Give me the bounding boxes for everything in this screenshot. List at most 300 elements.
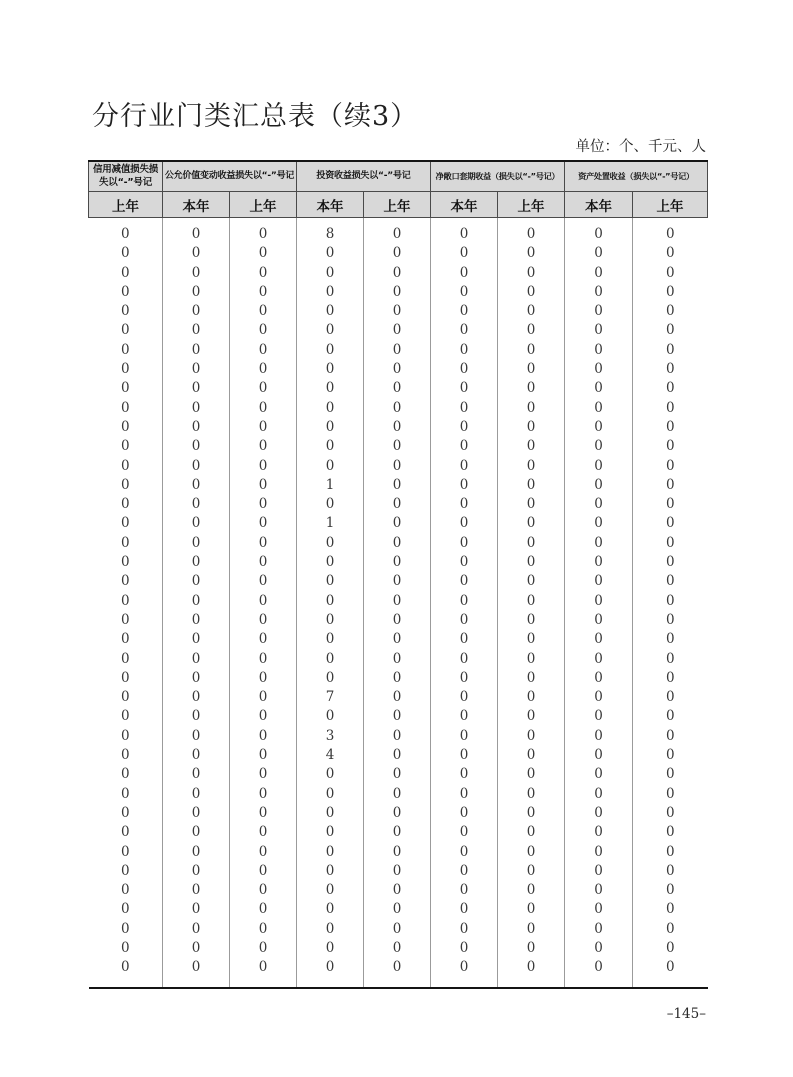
value-cell: 0	[89, 843, 163, 862]
value-cell: 0	[565, 958, 633, 987]
value-cell: 0	[565, 302, 633, 321]
value-cell: 0	[89, 862, 163, 881]
value-cell: 0	[364, 379, 431, 398]
value-cell: 0	[565, 707, 633, 726]
value-cell: 0	[297, 630, 364, 649]
value-cell: 0	[230, 457, 297, 476]
value-cell: 0	[297, 707, 364, 726]
value-cell: 0	[565, 218, 633, 245]
value-cell: 0	[565, 553, 633, 572]
value-cell: 0	[431, 514, 498, 533]
value-cell: 0	[498, 321, 565, 340]
value-cell: 0	[297, 418, 364, 437]
value-cell: 0	[230, 360, 297, 379]
value-cell: 0	[297, 244, 364, 263]
table-row	[89, 244, 708, 263]
value-cell: 0	[498, 341, 565, 360]
value-cell: 0	[633, 804, 708, 823]
value-cell: 0	[163, 900, 230, 919]
value-cell: 0	[230, 765, 297, 784]
table-row	[89, 495, 708, 514]
value-cell: 0	[297, 823, 364, 842]
value-cell: 0	[633, 418, 708, 437]
value-cell: 0	[431, 823, 498, 842]
value-cell: 0	[230, 264, 297, 283]
value-cell: 0	[633, 264, 708, 283]
value-cell: 0	[89, 457, 163, 476]
value-cell: 0	[297, 862, 364, 881]
value-cell: 0	[498, 688, 565, 707]
value-cell: 0	[364, 476, 431, 495]
value-cell: 0	[364, 707, 431, 726]
value-cell: 0	[633, 341, 708, 360]
value-cell: 0	[431, 495, 498, 514]
table-row	[89, 765, 708, 784]
value-cell: 0	[230, 379, 297, 398]
value-cell: 0	[230, 688, 297, 707]
value-cell: 0	[89, 920, 163, 939]
value-cell: 0	[364, 495, 431, 514]
table-row	[89, 437, 708, 456]
sub-header-cell: 本年	[565, 192, 633, 218]
value-cell: 0	[89, 823, 163, 842]
value-cell: 0	[565, 881, 633, 900]
value-cell: 0	[431, 727, 498, 746]
value-cell: 0	[498, 650, 565, 669]
value-cell: 0	[163, 630, 230, 649]
value-cell: 0	[163, 572, 230, 591]
value-cell: 0	[431, 592, 498, 611]
value-cell: 0	[297, 669, 364, 688]
value-cell: 0	[431, 900, 498, 919]
value-cell: 0	[633, 218, 708, 245]
value-cell: 0	[498, 707, 565, 726]
value-cell: 0	[565, 514, 633, 533]
value-cell: 0	[431, 360, 498, 379]
value-cell: 0	[431, 437, 498, 456]
value-cell: 0	[498, 244, 565, 263]
value-cell: 0	[633, 360, 708, 379]
value-cell: 0	[633, 920, 708, 939]
group-header-cell: 投资收益损失以“-”号记	[297, 161, 431, 192]
sub-header-cell: 上年	[498, 192, 565, 218]
value-cell: 0	[89, 592, 163, 611]
value-cell: 0	[498, 958, 565, 987]
table-row	[89, 476, 708, 495]
value-cell: 0	[431, 785, 498, 804]
table-row	[89, 650, 708, 669]
value-cell: 0	[565, 264, 633, 283]
sub-header-cell: 本年	[431, 192, 498, 218]
value-cell: 0	[89, 958, 163, 987]
value-cell: 0	[498, 765, 565, 784]
value-cell: 0	[163, 785, 230, 804]
value-cell: 0	[163, 495, 230, 514]
value-cell: 0	[431, 264, 498, 283]
value-cell: 0	[364, 283, 431, 302]
value-cell: 0	[565, 804, 633, 823]
value-cell: 0	[565, 360, 633, 379]
value-cell: 0	[565, 843, 633, 862]
value-cell: 0	[89, 379, 163, 398]
group-header-row	[89, 161, 708, 192]
value-cell: 0	[498, 746, 565, 765]
value-cell: 0	[431, 939, 498, 958]
value-cell: 0	[565, 900, 633, 919]
value-cell: 0	[431, 379, 498, 398]
table-row	[89, 264, 708, 283]
table-row	[89, 341, 708, 360]
table-row	[89, 746, 708, 765]
value-cell: 0	[633, 244, 708, 263]
table-row	[89, 804, 708, 823]
value-cell: 0	[498, 534, 565, 553]
value-cell: 0	[364, 592, 431, 611]
value-cell: 0	[230, 534, 297, 553]
value-cell: 0	[89, 437, 163, 456]
value-cell: 0	[297, 804, 364, 823]
value-cell: 0	[163, 264, 230, 283]
value-cell: 0	[230, 218, 297, 245]
table-row	[89, 785, 708, 804]
value-cell: 0	[163, 418, 230, 437]
value-cell: 0	[297, 881, 364, 900]
table-row	[89, 592, 708, 611]
value-cell: 0	[431, 302, 498, 321]
value-cell: 0	[297, 495, 364, 514]
value-cell: 0	[364, 650, 431, 669]
table-row	[89, 611, 708, 630]
value-cell: 0	[297, 650, 364, 669]
value-cell: 0	[297, 534, 364, 553]
value-cell: 0	[230, 920, 297, 939]
value-cell: 0	[565, 534, 633, 553]
value-cell: 0	[633, 650, 708, 669]
value-cell: 3	[297, 727, 364, 746]
value-cell: 0	[89, 360, 163, 379]
value-cell: 0	[89, 553, 163, 572]
value-cell: 0	[565, 650, 633, 669]
value-cell: 0	[89, 283, 163, 302]
table-row	[89, 418, 708, 437]
value-cell: 0	[163, 437, 230, 456]
table-body	[89, 218, 708, 988]
value-cell: 0	[163, 553, 230, 572]
value-cell: 0	[89, 572, 163, 591]
value-cell: 0	[230, 572, 297, 591]
value-cell: 0	[297, 360, 364, 379]
value-cell: 0	[565, 765, 633, 784]
value-cell: 0	[431, 611, 498, 630]
value-cell: 0	[498, 457, 565, 476]
value-cell: 0	[89, 688, 163, 707]
sub-header-cell: 上年	[364, 192, 431, 218]
value-cell: 0	[633, 688, 708, 707]
value-cell: 0	[633, 399, 708, 418]
value-cell: 0	[498, 881, 565, 900]
value-cell: 0	[230, 611, 297, 630]
value-cell: 0	[364, 785, 431, 804]
sub-header-cell: 上年	[633, 192, 708, 218]
value-cell: 0	[431, 244, 498, 263]
value-cell: 0	[498, 399, 565, 418]
value-cell: 0	[364, 881, 431, 900]
value-cell: 0	[498, 360, 565, 379]
value-cell: 0	[431, 804, 498, 823]
value-cell: 0	[565, 862, 633, 881]
value-cell: 0	[633, 785, 708, 804]
table-row	[89, 514, 708, 533]
value-cell: 0	[89, 418, 163, 437]
value-cell: 0	[230, 399, 297, 418]
value-cell: 0	[89, 476, 163, 495]
value-cell: 0	[364, 534, 431, 553]
value-cell: 0	[297, 264, 364, 283]
table-row	[89, 534, 708, 553]
value-cell: 0	[230, 804, 297, 823]
table-row	[89, 399, 708, 418]
value-cell: 0	[89, 669, 163, 688]
value-cell: 0	[297, 341, 364, 360]
table-row	[89, 283, 708, 302]
value-cell: 0	[230, 727, 297, 746]
value-cell: 0	[89, 746, 163, 765]
value-cell: 0	[364, 611, 431, 630]
value-cell: 0	[230, 843, 297, 862]
value-cell: 0	[297, 321, 364, 340]
value-cell: 0	[163, 534, 230, 553]
value-cell: 0	[163, 379, 230, 398]
table-row	[89, 572, 708, 591]
value-cell: 0	[364, 920, 431, 939]
value-cell: 0	[565, 572, 633, 591]
value-cell: 0	[633, 534, 708, 553]
value-cell: 0	[633, 611, 708, 630]
value-cell: 0	[230, 244, 297, 263]
value-cell: 0	[230, 900, 297, 919]
value-cell: 0	[431, 572, 498, 591]
value-cell: 0	[89, 900, 163, 919]
value-cell: 0	[565, 379, 633, 398]
value-cell: 7	[297, 688, 364, 707]
table-row	[89, 958, 708, 987]
table-row	[89, 707, 708, 726]
value-cell: 0	[89, 321, 163, 340]
value-cell: 0	[431, 321, 498, 340]
table-row	[89, 669, 708, 688]
value-cell: 0	[163, 476, 230, 495]
value-cell: 0	[364, 218, 431, 245]
page-title: 分行业门类汇总表（续3）	[92, 101, 419, 133]
value-cell: 0	[230, 958, 297, 987]
value-cell: 0	[163, 302, 230, 321]
value-cell: 0	[364, 746, 431, 765]
value-cell: 0	[633, 765, 708, 784]
value-cell: 0	[498, 862, 565, 881]
value-cell: 0	[498, 939, 565, 958]
value-cell: 0	[163, 399, 230, 418]
group-header-cell: 净敞口套期收益（损失以“-”号记）	[431, 161, 565, 192]
value-cell: 0	[565, 630, 633, 649]
table-row	[89, 302, 708, 321]
value-cell: 0	[565, 746, 633, 765]
value-cell: 0	[498, 630, 565, 649]
value-cell: 0	[163, 283, 230, 302]
value-cell: 0	[163, 341, 230, 360]
value-cell: 0	[297, 572, 364, 591]
value-cell: 0	[163, 688, 230, 707]
value-cell: 0	[230, 650, 297, 669]
value-cell: 0	[565, 592, 633, 611]
value-cell: 0	[163, 669, 230, 688]
value-cell: 0	[565, 939, 633, 958]
value-cell: 0	[498, 302, 565, 321]
value-cell: 0	[431, 218, 498, 245]
value-cell: 0	[364, 302, 431, 321]
value-cell: 0	[364, 688, 431, 707]
value-cell: 0	[230, 476, 297, 495]
value-cell: 0	[364, 900, 431, 919]
value-cell: 0	[565, 321, 633, 340]
value-cell: 0	[163, 650, 230, 669]
value-cell: 0	[230, 592, 297, 611]
value-cell: 0	[498, 572, 565, 591]
value-cell: 0	[230, 862, 297, 881]
value-cell: 0	[230, 514, 297, 533]
value-cell: 0	[498, 283, 565, 302]
value-cell: 0	[89, 341, 163, 360]
value-cell: 1	[297, 514, 364, 533]
table-row	[89, 379, 708, 398]
sub-header-row	[89, 192, 708, 218]
value-cell: 0	[431, 399, 498, 418]
value-cell: 0	[364, 727, 431, 746]
value-cell: 0	[230, 669, 297, 688]
value-cell: 0	[498, 495, 565, 514]
value-cell: 0	[498, 900, 565, 919]
table-row	[89, 823, 708, 842]
value-cell: 0	[163, 746, 230, 765]
value-cell: 0	[431, 476, 498, 495]
value-cell: 0	[565, 785, 633, 804]
value-cell: 0	[633, 495, 708, 514]
value-cell: 0	[297, 843, 364, 862]
value-cell: 0	[230, 746, 297, 765]
value-cell: 0	[89, 302, 163, 321]
value-cell: 0	[297, 785, 364, 804]
value-cell: 0	[230, 823, 297, 842]
value-cell: 0	[633, 592, 708, 611]
value-cell: 4	[297, 746, 364, 765]
value-cell: 0	[297, 283, 364, 302]
value-cell: 0	[89, 650, 163, 669]
value-cell: 0	[633, 900, 708, 919]
value-cell: 0	[633, 881, 708, 900]
value-cell: 0	[431, 958, 498, 987]
value-cell: 0	[498, 727, 565, 746]
value-cell: 0	[297, 399, 364, 418]
value-cell: 0	[364, 360, 431, 379]
value-cell: 0	[364, 457, 431, 476]
value-cell: 0	[431, 630, 498, 649]
value-cell: 0	[498, 553, 565, 572]
value-cell: 0	[163, 611, 230, 630]
value-cell: 0	[89, 630, 163, 649]
value-cell: 0	[89, 244, 163, 263]
value-cell: 0	[431, 746, 498, 765]
value-cell: 0	[431, 534, 498, 553]
group-header-cell: 公允价值变动收益损失以“-”号记	[163, 161, 297, 192]
value-cell: 0	[297, 920, 364, 939]
value-cell: 0	[297, 765, 364, 784]
value-cell: 0	[498, 437, 565, 456]
sub-header-cell: 上年	[89, 192, 163, 218]
value-cell: 0	[89, 534, 163, 553]
table-header	[89, 161, 708, 218]
value-cell: 0	[163, 592, 230, 611]
value-cell: 0	[633, 630, 708, 649]
value-cell: 0	[364, 264, 431, 283]
value-cell: 0	[431, 707, 498, 726]
value-cell: 0	[498, 379, 565, 398]
table-row	[89, 688, 708, 707]
value-cell: 0	[633, 379, 708, 398]
value-cell: 0	[431, 881, 498, 900]
value-cell: 0	[89, 707, 163, 726]
value-cell: 0	[364, 572, 431, 591]
value-cell: 0	[163, 244, 230, 263]
table-row	[89, 630, 708, 649]
value-cell: 0	[431, 553, 498, 572]
value-cell: 0	[498, 785, 565, 804]
table-row	[89, 727, 708, 746]
value-cell: 0	[230, 630, 297, 649]
table-row	[89, 843, 708, 862]
value-cell: 0	[230, 283, 297, 302]
value-cell: 1	[297, 476, 364, 495]
value-cell: 0	[633, 843, 708, 862]
value-cell: 0	[297, 939, 364, 958]
value-cell: 0	[163, 218, 230, 245]
value-cell: 0	[498, 418, 565, 437]
value-cell: 0	[230, 437, 297, 456]
value-cell: 0	[498, 823, 565, 842]
value-cell: 0	[364, 437, 431, 456]
value-cell: 0	[89, 399, 163, 418]
table-row	[89, 457, 708, 476]
value-cell: 0	[633, 302, 708, 321]
value-cell: 0	[230, 495, 297, 514]
value-cell: 0	[498, 476, 565, 495]
table-row	[89, 218, 708, 245]
industry-summary-table	[88, 160, 708, 989]
value-cell: 0	[565, 495, 633, 514]
table-row	[89, 360, 708, 379]
value-cell: 0	[163, 843, 230, 862]
value-cell: 0	[89, 939, 163, 958]
value-cell: 0	[633, 514, 708, 533]
value-cell: 0	[633, 553, 708, 572]
group-header-cell: 信用减值损失损失以“-”号记	[89, 161, 163, 192]
value-cell: 0	[364, 862, 431, 881]
value-cell: 0	[364, 669, 431, 688]
value-cell: 0	[498, 669, 565, 688]
value-cell: 0	[498, 514, 565, 533]
value-cell: 0	[89, 514, 163, 533]
value-cell: 0	[163, 920, 230, 939]
value-cell: 0	[230, 707, 297, 726]
value-cell: 0	[163, 514, 230, 533]
